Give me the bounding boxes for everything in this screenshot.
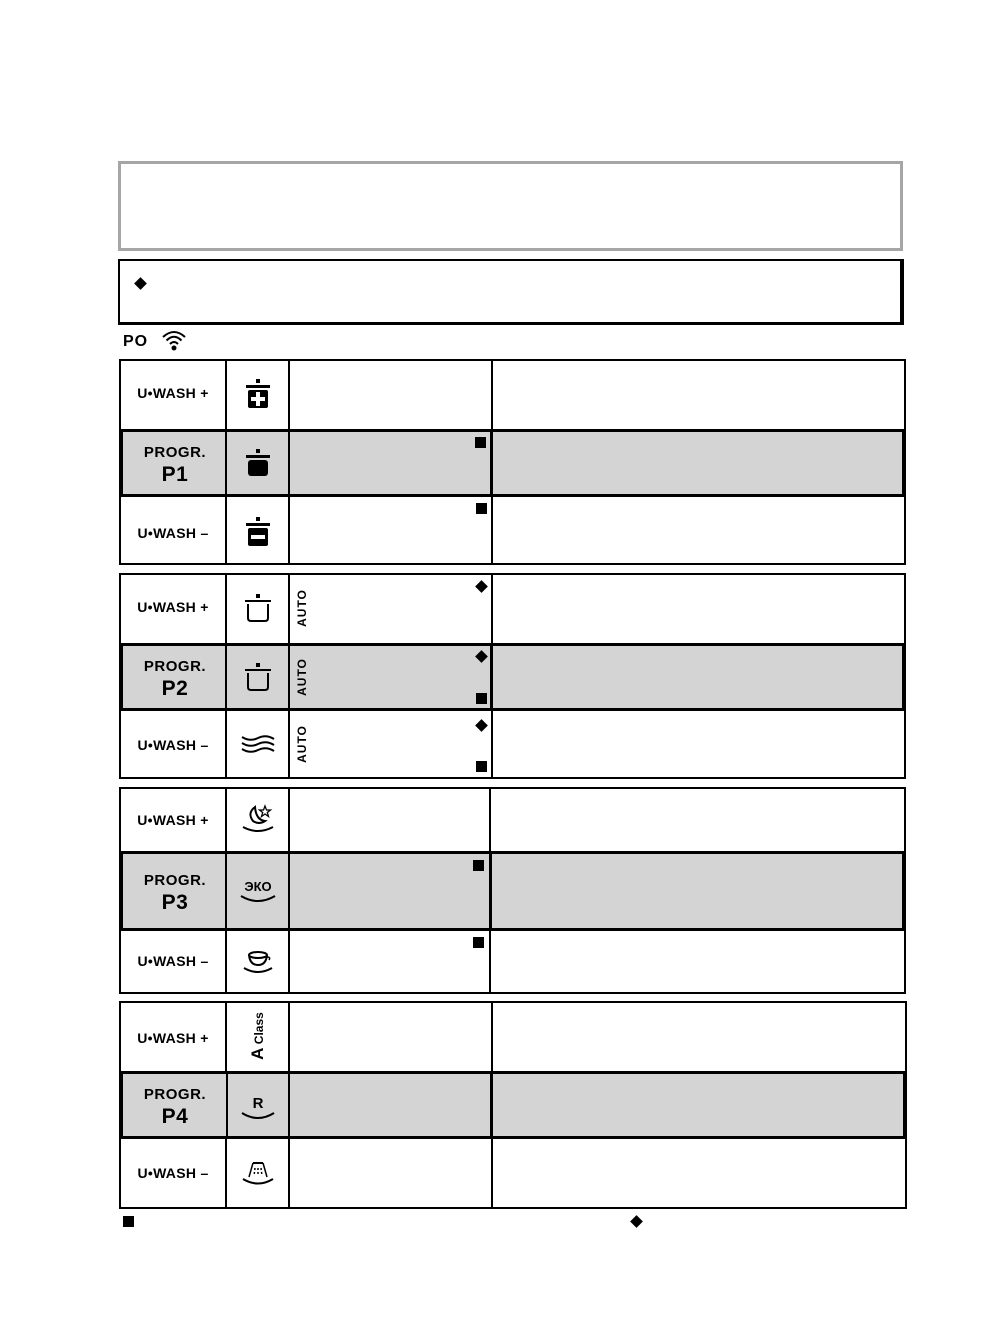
table-row	[121, 931, 904, 994]
a-class-icon: A Class	[247, 1012, 267, 1060]
program-group-p1	[119, 359, 906, 565]
rapid-r-icon: R	[227, 1090, 289, 1126]
table-row	[121, 789, 904, 851]
square-marker-icon	[476, 693, 487, 704]
eco-icon: ЭКО	[227, 872, 289, 912]
program-group-p4	[119, 1001, 907, 1209]
pot-filled-icon	[227, 446, 289, 482]
pot-plus-icon	[227, 377, 289, 413]
pot-outline-icon	[227, 591, 289, 627]
auto-label: AUTO	[294, 725, 309, 763]
square-marker-icon	[476, 761, 487, 772]
diamond-marker-icon	[475, 580, 488, 593]
uwash-plus-label: U•WASH +	[137, 812, 209, 828]
uwash-minus-label: U•WASH –	[137, 953, 209, 969]
program-number: P1	[161, 463, 189, 486]
uwash-plus-label: U•WASH +	[137, 385, 209, 401]
diamond-marker-icon	[134, 277, 147, 290]
progr-label: PROGR. P4	[123, 1086, 227, 1130]
rinse-shower-icon	[227, 1155, 289, 1191]
progr-label: PROGR. P1	[123, 444, 227, 488]
diamond-marker-icon	[475, 650, 488, 663]
program-group-p2	[119, 573, 906, 779]
top-empty-box	[118, 161, 903, 251]
table-row	[121, 1003, 905, 1071]
uwash-minus-label: U•WASH –	[137, 1165, 209, 1181]
uwash-plus-label: U•WASH +	[137, 1030, 209, 1046]
cup-icon	[227, 943, 289, 979]
square-marker-icon	[475, 437, 486, 448]
uwash-minus-label: U•WASH –	[137, 525, 209, 541]
square-marker-icon	[476, 503, 487, 514]
uwash-plus-label: U•WASH +	[137, 599, 209, 615]
water-waves-icon	[227, 727, 289, 763]
table-row	[121, 361, 904, 429]
program-number: P4	[161, 1105, 189, 1128]
pot-outline-icon	[227, 660, 289, 696]
table-row	[120, 851, 905, 931]
uwash-minus-label: U•WASH –	[137, 737, 209, 753]
auto-label: AUTO	[294, 589, 309, 627]
table-row	[121, 711, 904, 779]
table-row	[121, 497, 904, 565]
legend-diamond-marker-icon	[630, 1215, 643, 1228]
table-row	[120, 643, 905, 711]
table-row	[120, 1071, 906, 1139]
square-marker-icon	[473, 937, 484, 948]
progr-label: PROGR. P2	[123, 658, 227, 702]
auto-label: AUTO	[294, 658, 309, 696]
pot-minus-icon	[227, 515, 289, 551]
table-row	[120, 429, 905, 497]
table-row	[121, 575, 904, 643]
program-number: P3	[161, 891, 189, 914]
night-moon-star-icon	[227, 801, 289, 837]
wifi-icon	[160, 328, 188, 357]
progr-label: PROGR. P3	[123, 872, 227, 916]
po-label: PO	[123, 333, 149, 350]
table-row	[121, 1139, 905, 1209]
program-group-p3	[119, 787, 906, 994]
note-box	[118, 259, 904, 325]
diamond-marker-icon	[475, 719, 488, 732]
square-marker-icon	[473, 860, 484, 871]
legend-square-marker-icon	[123, 1216, 134, 1227]
program-number: P2	[161, 677, 189, 700]
